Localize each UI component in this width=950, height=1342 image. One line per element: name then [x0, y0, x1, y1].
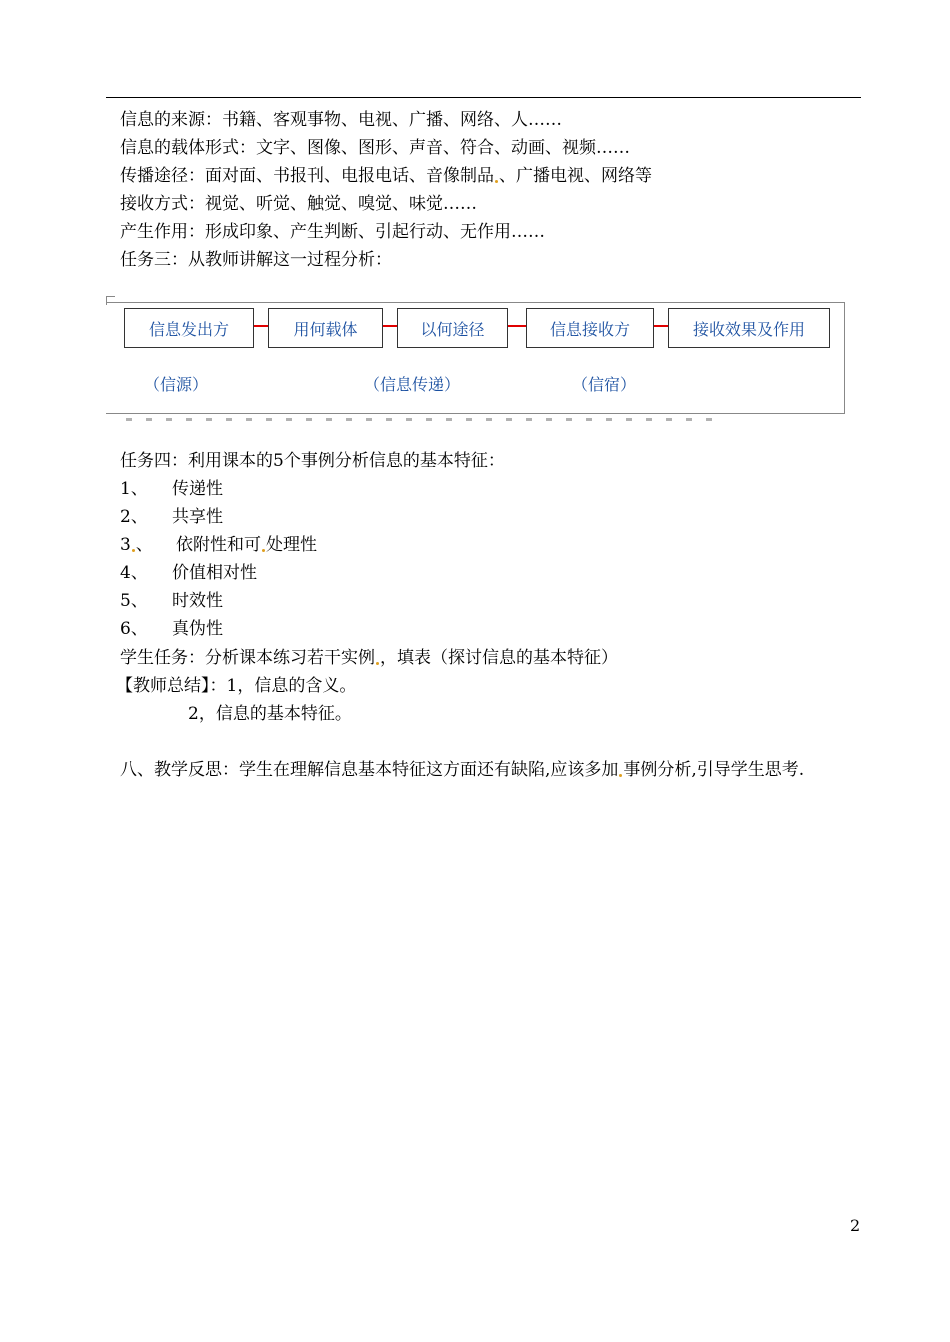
box-receiver: 信息接收方 [526, 308, 654, 348]
page-number: 2 [850, 1216, 861, 1235]
info-flow-diagram [106, 296, 846, 420]
edit-mark [132, 549, 135, 552]
channel-text-b: 、广播电视、网络等 [499, 166, 652, 186]
info-receive-line: 接收方式：视觉、听觉、触觉、嗅觉、味觉…… [120, 194, 477, 214]
info-carrier-line: 信息的载体形式：文字、图像、图形、声音、符合、动画、视频…… [120, 138, 630, 158]
task4-title: 任务四：利用课本的5个事例分析信息的基本特征： [120, 451, 505, 471]
edit-mark [376, 662, 379, 665]
edit-mark [619, 774, 622, 777]
diagram-cut-edge [126, 418, 726, 421]
list-item: 5、 时效性 [120, 591, 223, 611]
teacher-summary-2: 2，信息的基本特征。 [188, 704, 352, 724]
caption-transmission: （信息传递） [364, 375, 461, 394]
info-effect-line: 产生作用：形成印象、产生判断、引起行动、无作用…… [120, 222, 545, 242]
info-source-line: 信息的来源：书籍、客观事物、电视、广播、网络、人…… [120, 110, 562, 130]
list-item: 6、 真伪性 [120, 619, 223, 639]
list-item: 3 、 依附性和可 处理性 [120, 535, 317, 555]
student-task-line: 学生任务：分析课本练习若干实例 ，填表（探讨信息的基本特征） [120, 648, 618, 668]
list-item: 4、 价值相对性 [120, 563, 257, 583]
reflection-line: 八、教学反思：学生在理解信息基本特征这方面还有缺陷,应该多加 事例分析,引导学生思考. [120, 760, 805, 780]
info-channel-line [120, 166, 652, 186]
channel-text-a: 传播途径：面对面、书报刊、电报电话、音像制品 [120, 166, 494, 186]
edit-mark [262, 549, 265, 552]
list-item: 2、 共享性 [120, 507, 223, 527]
box-effect: 接收效果及作用 [668, 308, 830, 348]
teacher-summary-1: 【教师总结】：1，信息的含义。 [116, 676, 357, 696]
header-rule [106, 97, 861, 98]
box-channel: 以何途径 [397, 308, 508, 348]
edit-mark [495, 180, 498, 183]
list-item: 1、 传递性 [120, 479, 223, 499]
caption-sink: （信宿） [572, 375, 637, 394]
task3-line: 任务三：从教师讲解这一过程分析： [120, 250, 392, 270]
box-carrier: 用何载体 [268, 308, 383, 348]
caption-source: （信源） [144, 375, 209, 394]
box-sender: 信息发出方 [124, 308, 254, 348]
